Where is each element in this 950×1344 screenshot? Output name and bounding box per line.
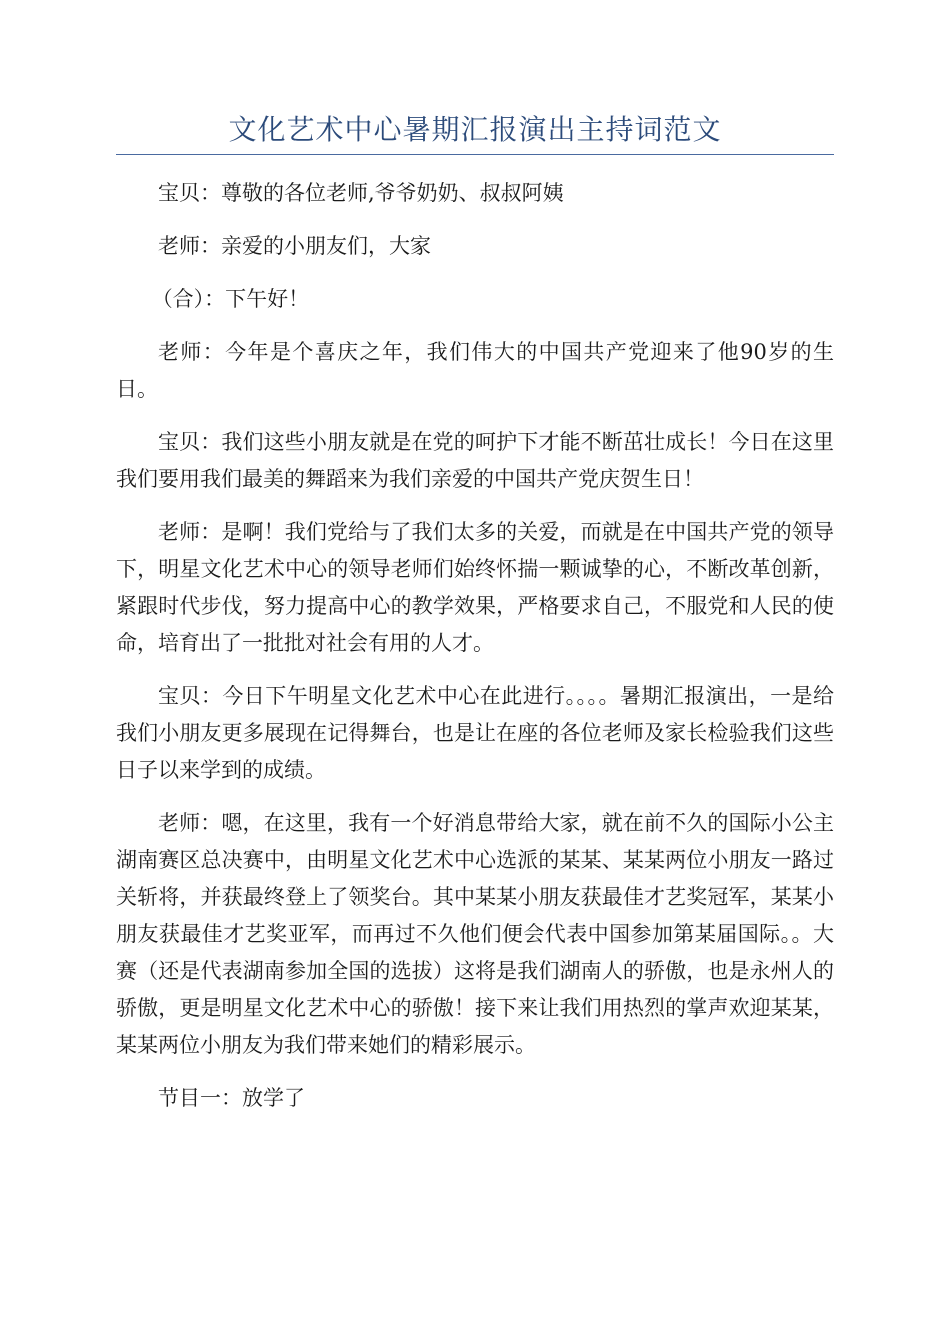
- paragraph-6: 老师：是啊！我们党给与了我们太多的关爱，而就是在中国共产党的领导下，明星文化艺术中心的领导老师们始终怀揣一颗诚挚的心，不断改革创新，紧跟时代步伐，努力提高中心的教学效果，严格要求自己，不服党和人民的使命，培育出了一批批对社会有用的人才。: [116, 520, 834, 655]
- paragraph-3: （合）：下午好！: [151, 287, 310, 311]
- paragraph-7: 宝贝：今日下午明星文化艺术中心在此进行。。。。暑期汇报演出，一是给我们小朋友更多展现在记得舞台，也是让在座的各位老师及家长检验我们这些日子以来学到的成绩。: [116, 684, 834, 782]
- document-page: [116, 110, 834, 1133]
- document-body: [116, 175, 834, 1117]
- paragraph-5: 宝贝：我们这些小朋友就是在党的呵护下才能不断茁壮成长！今日在这里我们要用我们最美的舞蹈来为我们亲爱的中国共产党庆贺生日！: [116, 430, 834, 491]
- paragraph-4: 老师：今年是个喜庆之年，我们伟大的中国共产党迎来了他90岁的生日。: [116, 340, 834, 401]
- paragraph-1: 宝贝：尊敬的各位老师,爷爷奶奶、叔叔阿姨: [158, 181, 564, 205]
- paragraph-8: 老师：嗯，在这里，我有一个好消息带给大家，就在前不久的国际小公主湖南赛区总决赛中，由明星文化艺术中心选派的某某、某某两位小朋友一路过关斩将，并获最终登上了领奖台。其中某某小朋友获最佳才艺奖冠军，某某小朋友获最佳才艺奖亚军，而再过不久他们便会代表中国参加第某届国际。。大赛（还是代表湖南参加全国的选拔）这将是我们湖南人的骄傲，也是永州人的骄傲，更是明星文化艺术中心的骄傲！接下来让我们用热烈的掌声欢迎某某，某某两位小朋友为我们带来她们的精彩展示。: [116, 811, 834, 1057]
- paragraph-9: 节目一：放学了: [158, 1086, 305, 1110]
- paragraph-2: 老师：亲爱的小朋友们，大家: [158, 234, 431, 258]
- document-title: 文化艺术中心暑期汇报演出主持词范文: [116, 110, 834, 155]
